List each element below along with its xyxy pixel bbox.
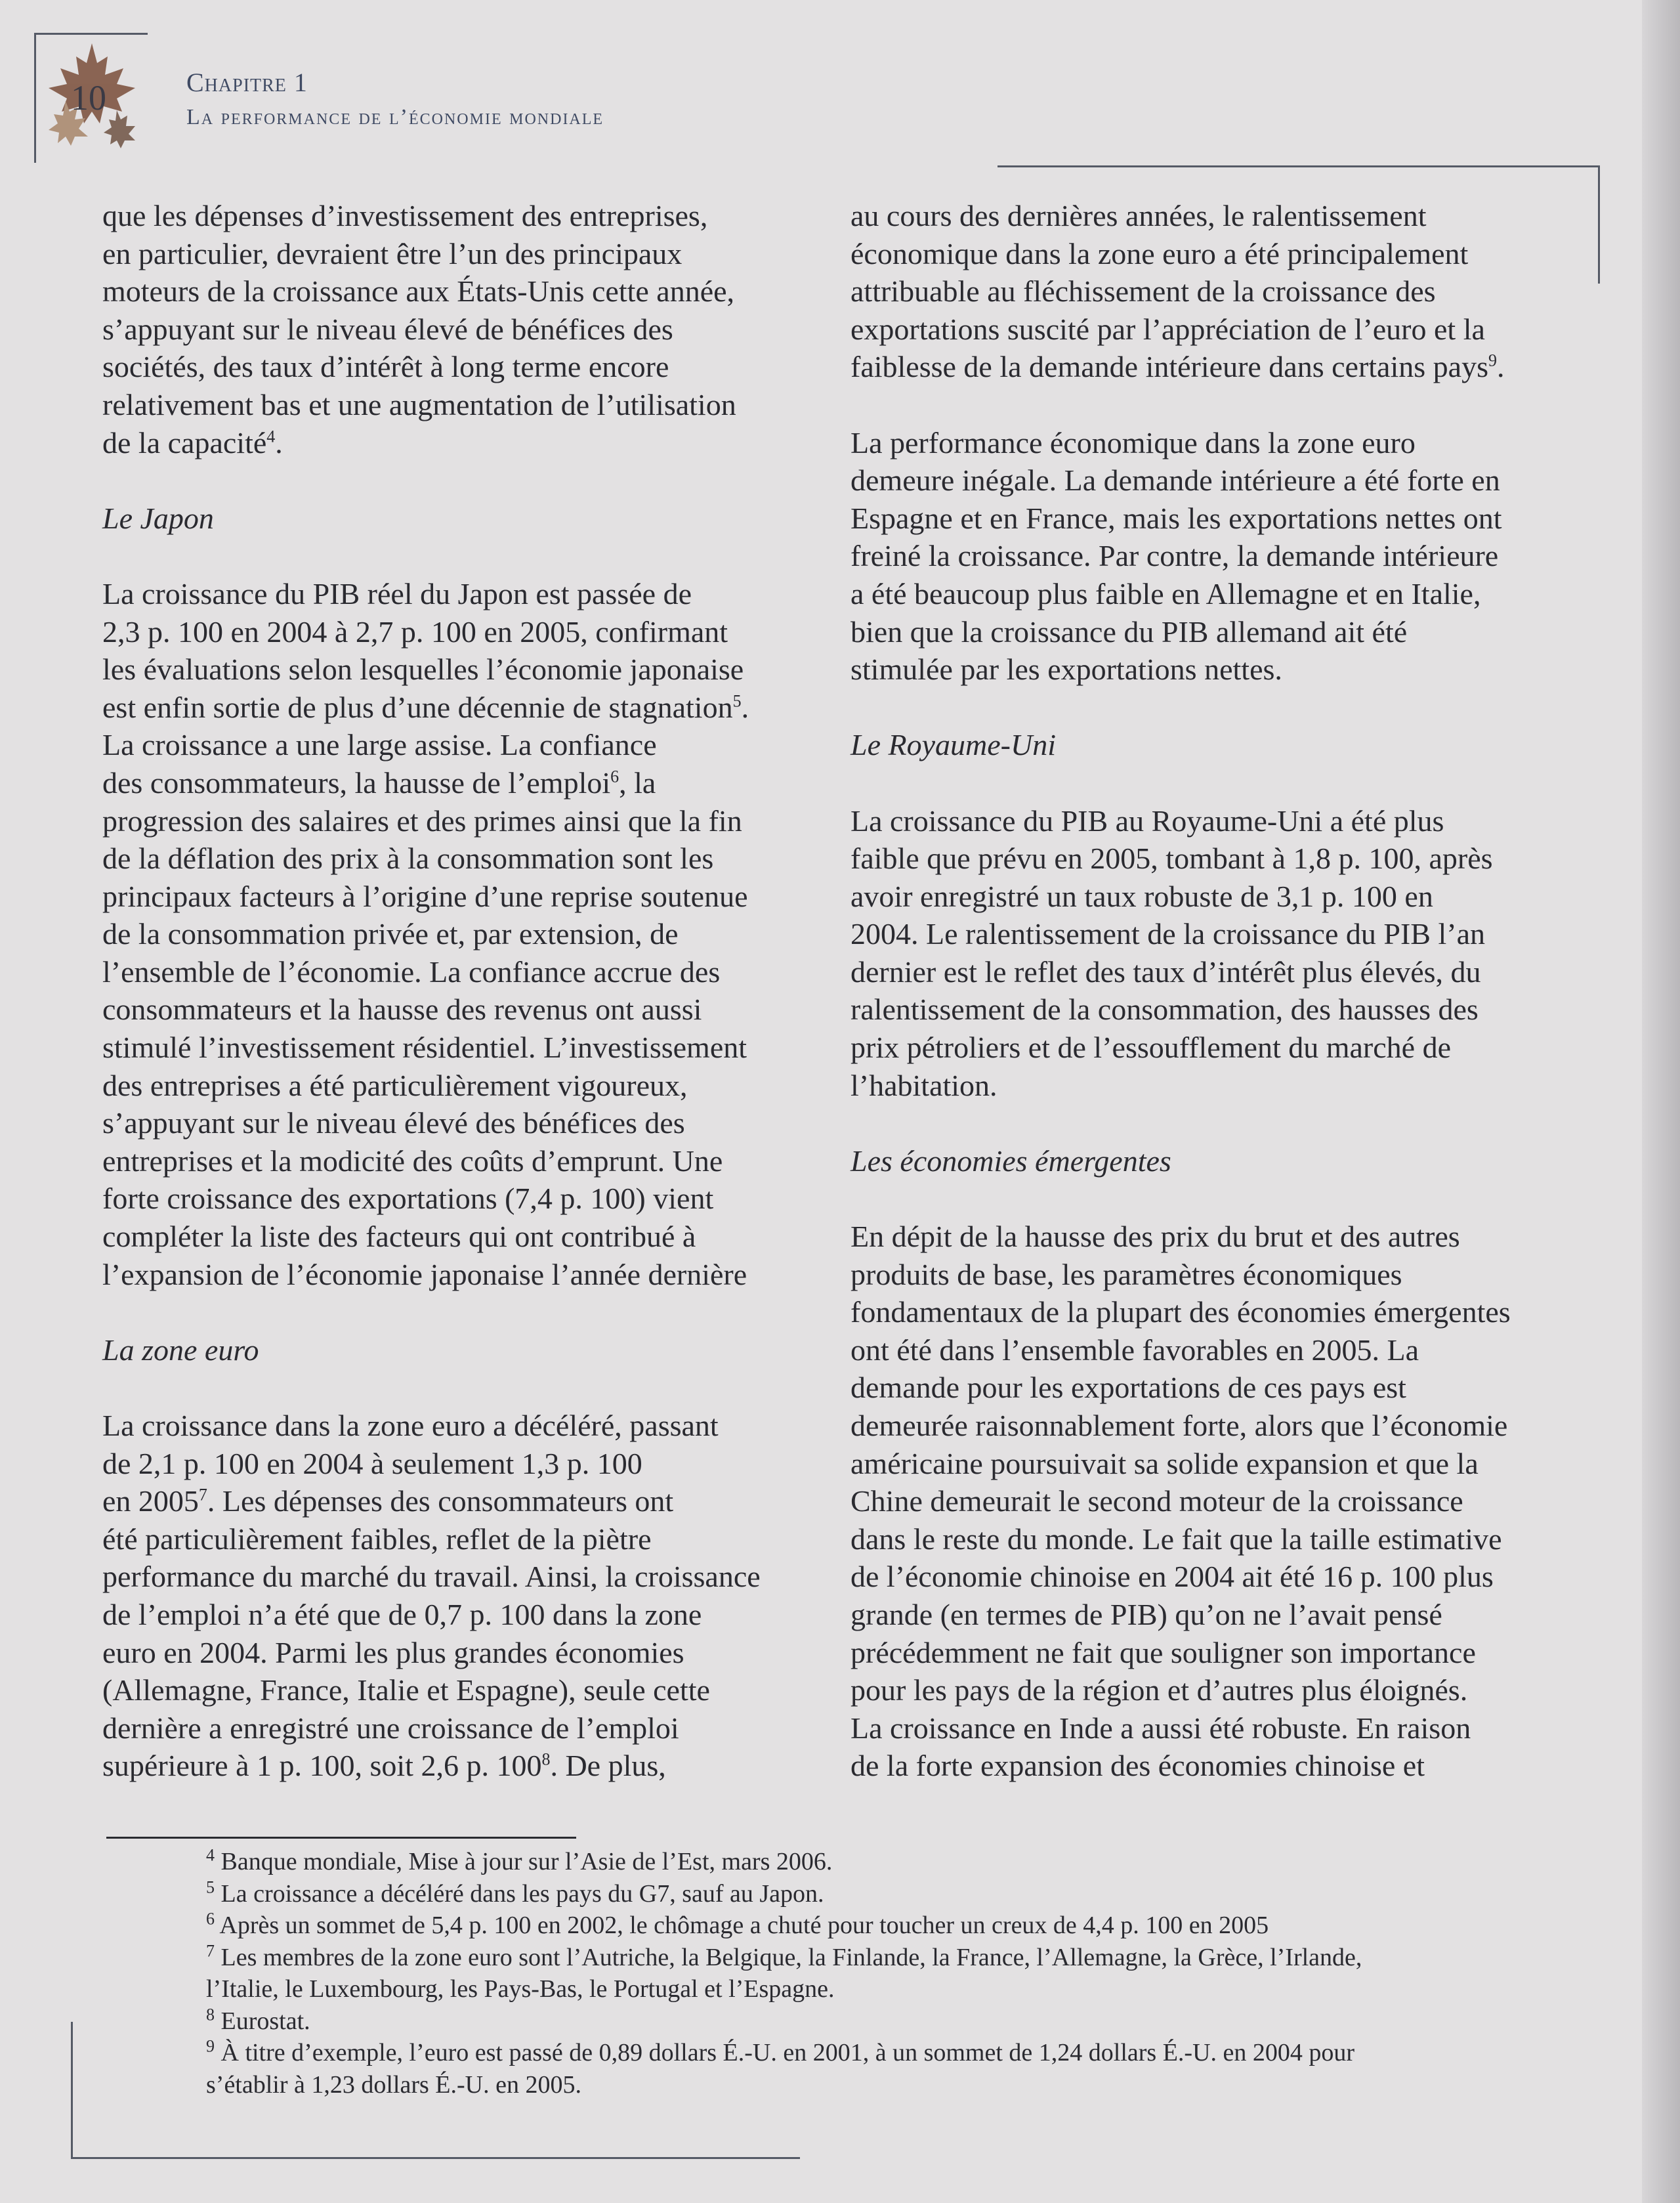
text-line: de l’économie chinoise en 2004 ait été 16 p. 100 plus [850, 1560, 1494, 1594]
text-line: Chine demeurait le second moteur de la croissance [850, 1484, 1463, 1518]
text-line: stimulée par les exportations nettes. [850, 652, 1282, 687]
footer-corner-frame [71, 2022, 800, 2159]
text-line: l’ensemble de l’économie. La confiance accrue des [102, 954, 721, 989]
footnote-text: Les membres de la zone euro sont l’Autriche, la Belgique, la Finlande, la France, l’Allemagne, la Grèce, l’Irlande, [215, 1943, 1362, 1971]
page-number: 10 [71, 78, 106, 118]
footnote-continuation: l’Italie, le Luxembourg, les Pays-Bas, le Portugal et l’Espagne. [206, 1975, 835, 2003]
text-line: Espagne et en France, mais les exportations nettes ont [850, 501, 1502, 535]
footnote-number: 7 [206, 1940, 215, 1960]
footnote-text: Après un sommet de 5,4 p. 100 en 2002, le chômage a chuté pour toucher un creux de 4,4 p. 100 en 2005 [215, 1912, 1269, 1939]
footnote-ref: 7 [198, 1485, 207, 1505]
text-line: l’habitation. [850, 1068, 998, 1102]
text-fragment: . De plus, [550, 1749, 666, 1783]
text-line: s’appuyant sur le niveau élevé de bénéfices des [102, 312, 673, 346]
text-line: moteurs de la croissance aux États-Unis cette année, [102, 274, 735, 309]
footnote-ref: 6 [610, 767, 620, 786]
section-heading: Le Royaume-Uni [850, 728, 1056, 762]
text-line: La croissance du PIB au Royaume-Uni a été plus [850, 803, 1444, 838]
text-line: principaux facteurs à l’origine d’une reprise soutenue [102, 879, 748, 913]
text-fragment: . [1496, 350, 1505, 384]
text-line: des entreprises a été particulièrement vigoureux, [102, 1068, 688, 1102]
text-line: entreprises et la modicité des coûts d’emprunt. Une [102, 1144, 723, 1178]
footnote-rule [106, 1837, 576, 1839]
footnote-number: 6 [206, 1909, 215, 1929]
paragraph-gap [102, 1369, 831, 1407]
text-fragment: des consommateurs, la hausse de l’emploi [102, 765, 611, 800]
text-line: demeure inégale. La demande intérieure a été forte en [850, 463, 1500, 498]
top-rule-vertical [1598, 165, 1600, 284]
text-line: s’appuyant sur le niveau élevé des bénéfices des [102, 1106, 685, 1140]
text-line [102, 689, 831, 727]
text-line [102, 1747, 831, 1785]
text-fragment: supérieure à 1 p. 100, soit 2,6 p. 100 [102, 1749, 542, 1783]
paragraph-gap [102, 1293, 831, 1331]
footnote [206, 1878, 1551, 1910]
footnote [206, 1910, 1551, 1942]
text-line: que les dépenses d’investissement des entreprises, [102, 199, 708, 232]
paragraph-gap [850, 689, 1579, 727]
text-line: les évaluations selon lesquelles l’économie japonaise [102, 652, 744, 687]
text-line: La croissance en Inde a aussi été robuste. En raison [850, 1711, 1471, 1745]
text-line: relativement bas et une augmentation de l’utilisation [102, 387, 736, 421]
footnote-text: Eurostat. [215, 2007, 310, 2035]
text-line: La croissance dans la zone euro a décéléré, passant [102, 1409, 719, 1442]
text-fragment: , la [619, 765, 656, 800]
footnote-continuation: s’établir à 1,23 dollars É.-U. en 2005. [206, 2070, 581, 2099]
footnote [206, 1942, 1551, 1974]
text-line: de la consommation privée et, par extension, de [102, 917, 679, 951]
text-line: de 2,1 p. 100 en 2004 à seulement 1,3 p. 100 [102, 1446, 642, 1480]
text-line: au cours des dernières années, le ralentissement [850, 199, 1427, 232]
text-line: euro en 2004. Parmi les plus grandes économies [102, 1635, 684, 1669]
text-line: demeurée raisonnablement forte, alors que l’économie [850, 1409, 1508, 1442]
footnote-text: Banque mondiale, Mise à jour sur l’Asie de l’Est, mars 2006. [215, 1848, 833, 1875]
text-line: attribuable au fléchissement de la croissance des [850, 274, 1436, 309]
footnote-number: 4 [206, 1845, 215, 1865]
text-line: consommateurs et la hausse des revenus ont aussi [102, 993, 702, 1027]
footnote-text: À titre d’exemple, l’euro est passé de 0,89 dollars É.-U. en 2001, à un sommet de 1,24 dollars É.-U. en 2004 pour [215, 2039, 1355, 2066]
footnote-ref: 9 [1488, 351, 1497, 371]
text-line: a été beaucoup plus faible en Allemagne et en Italie, [850, 576, 1481, 610]
text-line: demande pour les exportations de ces pays est [850, 1371, 1406, 1405]
right-column [850, 197, 1579, 1785]
text-line [102, 1482, 831, 1520]
text-fragment: . [741, 690, 749, 724]
text-line: de la déflation des prix à la consommation sont les [102, 842, 714, 876]
text-fragment: de la capacité [102, 425, 267, 460]
text-line: exportations suscité par l’appréciation de l’euro et la [850, 312, 1485, 346]
footnote-number: 5 [206, 1877, 215, 1896]
text-line: dernier est le reflet des taux d’intérêt plus élevés, du [850, 954, 1481, 989]
text-line: produits de base, les paramètres économiques [850, 1257, 1402, 1291]
text-line: (Allemagne, France, Italie et Espagne), seule cette [102, 1673, 710, 1707]
page-edge-shadow [1642, 0, 1680, 2203]
footnote [206, 1846, 1551, 1878]
paragraph-gap [850, 386, 1579, 424]
text-fragment: . [275, 425, 283, 460]
text-line: en particulier, devraient être l’un des principaux [102, 236, 682, 270]
text-line: l’expansion de l’économie japonaise l’année dernière [102, 1257, 747, 1291]
paragraph-gap [850, 1180, 1579, 1218]
text-line: 2004. Le ralentissement de la croissance du PIB l’an [850, 917, 1485, 951]
text-line: économique dans la zone euro a été principalement [850, 236, 1469, 270]
section-heading: La zone euro [102, 1333, 259, 1367]
text-line: En dépit de la hausse des prix du brut et des autres [850, 1220, 1460, 1254]
text-line: ralentissement de la consommation, des hausses des [850, 993, 1479, 1027]
text-line: sociétés, des taux d’intérêt à long terme encore [102, 350, 669, 384]
text-line: précédemment ne fait que souligner son importance [850, 1635, 1476, 1669]
text-line: performance du marché du travail. Ainsi, la croissance [102, 1560, 761, 1594]
text-line [102, 424, 831, 462]
text-line: dernière a enregistré une croissance de l’emploi [102, 1711, 679, 1745]
text-line [102, 764, 831, 802]
chapter-title: La performance de l’économie mondiale [186, 105, 604, 129]
footnote-text: La croissance a décéléré dans les pays du G7, sauf au Japon. [215, 1879, 824, 1908]
section-heading: Les économies émergentes [850, 1144, 1171, 1178]
footnote-number: 9 [206, 2036, 215, 2056]
text-fragment: faiblesse de la demande intérieure dans certains pays [850, 350, 1488, 384]
text-line: dans le reste du monde. Le fait que la taille estimative [850, 1522, 1502, 1556]
text-line: de l’emploi n’a été que de 0,7 p. 100 dans la zone [102, 1597, 702, 1631]
text-line: stimulé l’investissement résidentiel. L’investissement [102, 1031, 747, 1065]
text-line: grande (en termes de PIB) qu’on ne l’avait pensé [850, 1597, 1442, 1631]
text-line: compléter la liste des facteurs qui ont contribué à [102, 1220, 696, 1254]
text-line: de la forte expansion des économies chinoise et [850, 1749, 1425, 1783]
text-fragment: est enfin sortie de plus d’une décennie de stagnation [102, 690, 733, 724]
text-line: américaine poursuivait sa solide expansion et que la [850, 1446, 1479, 1480]
paragraph-gap [102, 537, 831, 575]
paragraph-gap [102, 461, 831, 500]
footnote-ref: 4 [266, 427, 276, 446]
chapter-label: Chapitre 1 [186, 68, 308, 97]
text-line: faible que prévu en 2005, tombant à 1,8 p. 100, après [850, 842, 1493, 876]
paragraph-gap [850, 1104, 1579, 1142]
text-line: pour les pays de la région et d’autres plus éloignés. [850, 1673, 1468, 1707]
text-line [850, 348, 1579, 386]
text-line: La croissance a une large assise. La confiance [102, 728, 657, 762]
text-line: progression des salaires et des primes ainsi que la fin [102, 803, 742, 838]
text-line: freiné la croissance. Par contre, la demande intérieure [850, 539, 1499, 573]
text-line: 2,3 p. 100 en 2004 à 2,7 p. 100 en 2005, confirmant [102, 614, 728, 649]
text-line: ont été dans l’ensemble favorables en 2005. La [850, 1333, 1419, 1367]
text-line: La croissance du PIB réel du Japon est passée de [102, 576, 692, 610]
text-fragment: . Les dépenses des consommateurs ont [207, 1484, 674, 1518]
text-line: été particulièrement faibles, reflet de la piètre [102, 1522, 652, 1556]
text-line: La performance économique dans la zone euro [850, 425, 1416, 460]
left-column [102, 197, 831, 1785]
section-heading: Le Japon [102, 501, 214, 535]
text-line: bien que la croissance du PIB allemand ait été [850, 614, 1408, 649]
text-line: avoir enregistré un taux robuste de 3,1 p. 100 en [850, 879, 1433, 913]
top-rule [998, 165, 1600, 167]
footnote-ref: 5 [732, 691, 742, 711]
text-line: fondamentaux de la plupart des économies émergentes [850, 1295, 1511, 1329]
paragraph-gap [850, 764, 1579, 802]
text-line: forte croissance des exportations (7,4 p. 100) vient [102, 1182, 714, 1216]
text-fragment: en 2005 [102, 1484, 199, 1518]
footnote-ref: 8 [541, 1750, 551, 1770]
text-line: prix pétroliers et de l’essoufflement du marché de [850, 1031, 1451, 1065]
footnote-number: 8 [206, 2004, 215, 2024]
